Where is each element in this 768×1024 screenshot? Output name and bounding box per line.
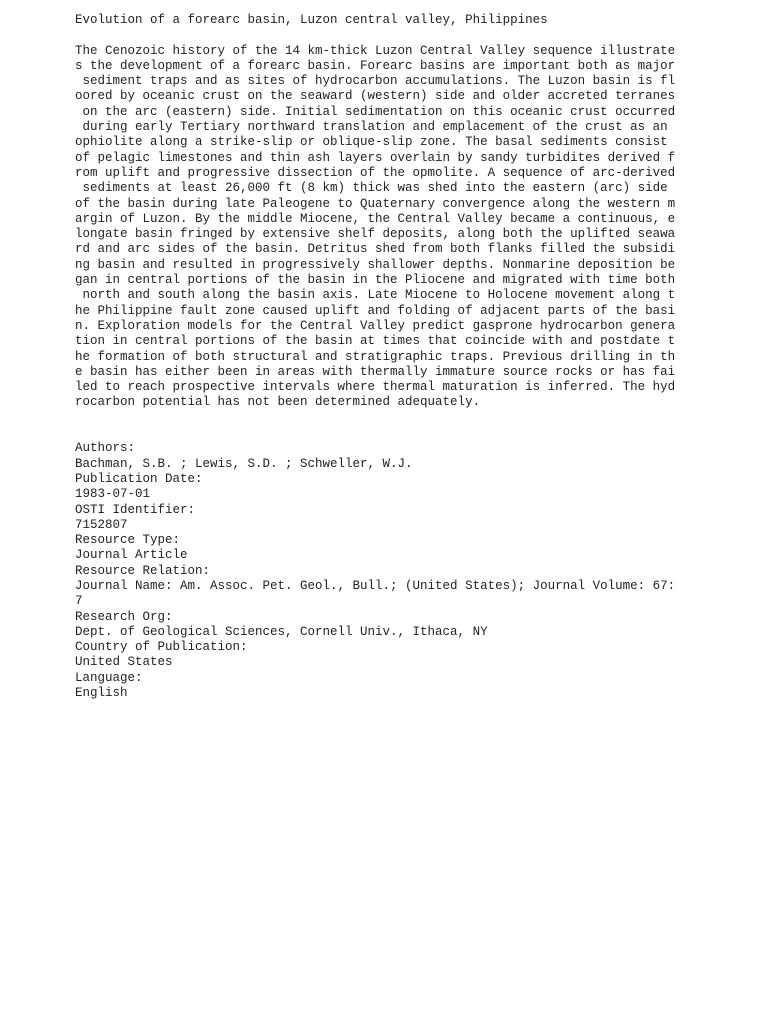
research-org-value: Dept. of Geological Sciences, Cornell Univ., Ithaca, NY — [75, 624, 488, 639]
publication-date-value: 1983-07-01 — [75, 487, 151, 502]
abstract-line: during early Tertiary northward translation and emplacement of the crust as an — [75, 120, 668, 135]
authors-value: Bachman, S.B. ; Lewis, S.D. ; Schweller, W.J. — [75, 456, 413, 471]
abstract-line: longate basin fringed by extensive shelf deposits, along both the uplifted seawa — [75, 227, 676, 242]
abstract-line: oored by oceanic crust on the seaward (western) side and older accreted terranes — [75, 89, 676, 104]
abstract-line: of the basin during late Paleogene to Quaternary convergence along the western m — [75, 196, 676, 211]
abstract-line: rocarbon potential has not been determined adequately. — [75, 395, 481, 410]
abstract-line: of pelagic limestones and thin ash layers overlain by sandy turbidites derived f — [75, 150, 676, 165]
abstract-line: ng basin and resulted in progressively shallower depths. Nonmarine deposition be — [75, 257, 676, 272]
osti-identifier-label: OSTI Identifier: — [75, 502, 196, 517]
abstract-line: he formation of both structural and stratigraphic traps. Previous drilling in th — [75, 349, 676, 364]
country-value: United States — [75, 655, 173, 670]
resource-relation-label: Resource Relation: — [75, 563, 211, 578]
metadata-block — [75, 441, 675, 701]
abstract-line: n. Exploration models for the Central Valley predict gasprone hydrocarbon genera — [75, 318, 676, 333]
abstract-line: led to reach prospective intervals where thermal maturation is inferred. The hyd — [75, 380, 676, 395]
abstract-line: e basin has either been in areas with thermally immature source rocks or has fai — [75, 364, 676, 379]
abstract-line: north and south along the basin axis. Late Miocene to Holocene movement along t — [75, 288, 676, 303]
authors-label: Authors: — [75, 441, 136, 456]
abstract-line: s the development of a forearc basin. Forearc basins are important both as major — [75, 58, 676, 73]
abstract-line: The Cenozoic history of the 14 km-thick Luzon Central Valley sequence illustrate — [75, 43, 676, 58]
abstract — [75, 44, 675, 411]
document-page — [75, 13, 675, 701]
abstract-line: ophiolite along a strike-slip or oblique-slip zone. The basal sediments consist — [75, 135, 668, 150]
resource-relation-value: Journal Name: Am. Assoc. Pet. Geol., Bull.; (United States); Journal Volume: 67: — [75, 578, 676, 593]
abstract-line: on the arc (eastern) side. Initial sedimentation on this oceanic crust occurred — [75, 104, 676, 119]
abstract-line: rom uplift and progressive dissection of the opmolite. A sequence of arc-derived — [75, 165, 676, 180]
abstract-line: argin of Luzon. By the middle Miocene, the Central Valley became a continuous, e — [75, 211, 676, 226]
publication-date-label: Publication Date: — [75, 471, 203, 486]
abstract-line: sediments at least 26,000 ft (8 km) thick was shed into the eastern (arc) side — [75, 181, 668, 196]
document-title: Evolution of a forearc basin, Luzon central valley, Philippines — [75, 13, 548, 27]
resource-relation-value-continued: 7 — [75, 594, 83, 609]
abstract-line: rd and arc sides of the basin. Detritus shed from both flanks filled the subsidi — [75, 242, 676, 257]
abstract-line: tion in central portions of the basin at times that coincide with and postdate t — [75, 334, 676, 349]
osti-identifier-value: 7152807 — [75, 517, 128, 532]
abstract-line: sediment traps and as sites of hydrocarbon accumulations. The Luzon basin is fl — [75, 74, 676, 89]
abstract-line: he Philippine fault zone caused uplift and folding of adjacent parts of the basi — [75, 303, 676, 318]
resource-type-value: Journal Article — [75, 548, 188, 563]
abstract-line: gan in central portions of the basin in the Pliocene and migrated with time both — [75, 273, 676, 288]
language-label: Language: — [75, 670, 143, 685]
language-value: English — [75, 686, 128, 701]
research-org-label: Research Org: — [75, 609, 173, 624]
country-label: Country of Publication: — [75, 640, 248, 655]
resource-type-label: Resource Type: — [75, 533, 181, 548]
